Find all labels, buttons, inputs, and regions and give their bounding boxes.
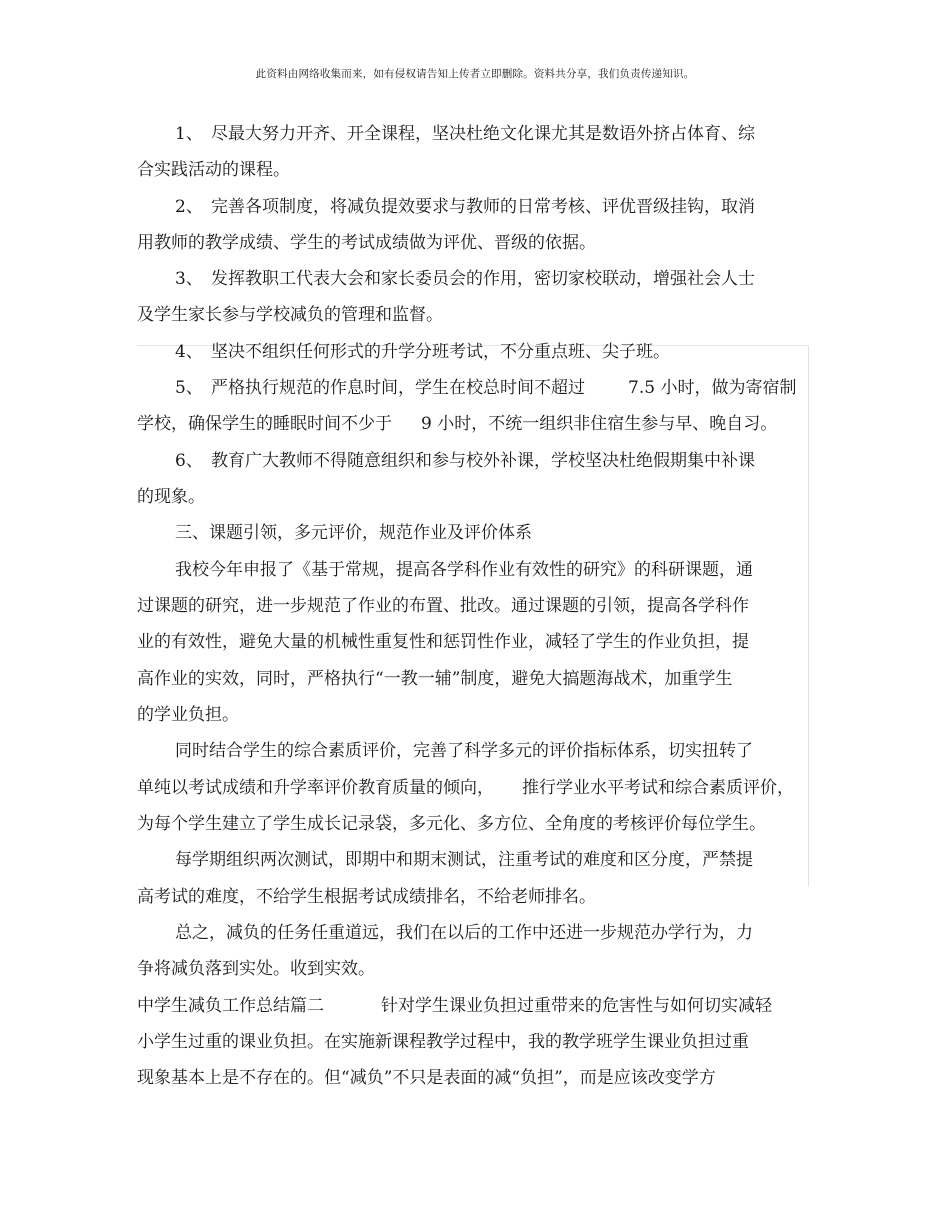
- item-2-number: 2、: [175, 197, 203, 217]
- scan-frame-edge: [808, 345, 809, 887]
- item-3-number: 3、: [175, 269, 203, 289]
- item-1-number: 1、: [175, 124, 203, 144]
- item-5-line-2a: 学校，确保学生的睡眠时间不少于: [137, 414, 392, 434]
- section-3-heading: 三、课题引领，多元评价，规范作业及评价体系: [175, 523, 532, 543]
- para-1-line-4: 高作业的实效，同时，严格执行“一教一辅”制度，避免大搞题海战术，加重学生: [137, 669, 733, 689]
- para-4-line-2: 争将减负落到实处。收到实效。: [137, 959, 375, 979]
- item-4-line-1: 坚决不组织任何形式的升学分班考试，不分重点班、尖子班。: [211, 342, 670, 362]
- item-3-line-1: 发挥教职工代表大会和家长委员会的作用，密切家校联动，增强社会人士: [211, 269, 755, 289]
- part-2-line-2: 小学生过重的课业负担。在实施新课程教学过程中，我的教学班学生课业负担过重: [137, 1032, 749, 1052]
- para-4-line-1: 总之，减负的任务任重道远，我们在以后的工作中还进一步规范办学行为，力: [175, 923, 753, 943]
- para-1-line-2: 过课题的研究，进一步规范了作业的布置、批改。通过课题的引领，提高各学科作: [137, 596, 749, 616]
- para-2-line-2b: 推行学业水平考试和综合素质评价，: [522, 778, 794, 798]
- item-5-line-1a: 严格执行规范的作息时间，学生在校总时间不超过: [211, 378, 585, 398]
- item-2-line-1: 完善各项制度，将减负提效要求与教师的日常考核、评优晋级挂钩，取消: [211, 197, 755, 217]
- item-6-number: 6、: [175, 451, 203, 471]
- para-2-line-3: 为每个学生建立了学生成长记录袋，多元化、多方位、全角度的考核评价每位学生。: [137, 814, 766, 834]
- item-5-line-2b: 9 小时，不统一组织非住宿生参与早、晚自习。: [421, 414, 778, 434]
- part-2-line-1: 针对学生课业负担过重带来的危害性与如何切实减轻: [381, 996, 772, 1016]
- part-2-line-3: 现象基本上是不存在的。但“减负”不只是表面的减“负担”，而是应该改变学方: [137, 1068, 716, 1088]
- item-6-line-1: 教育广大教师不得随意组织和参与校外补课，学校坚决杜绝假期集中补课: [211, 451, 755, 471]
- item-1-line-1: 尽最大努力开齐、开全课程，坚决杜绝文化课尤其是数语外挤占体育、综: [211, 124, 755, 144]
- item-1-line-2: 合实践活动的课程。: [137, 160, 290, 180]
- para-3-line-1: 每学期组织两次测试，即期中和期末测试，注重考试的难度和区分度，严禁提: [175, 850, 753, 870]
- item-3-line-2: 及学生家长参与学校减负的管理和监督。: [137, 305, 443, 325]
- item-5-number: 5、: [175, 378, 203, 398]
- para-1-line-5: 的学业负担。: [137, 705, 239, 725]
- header-disclaimer: 此资料由网络收集而来，如有侵权请告知上传者立即删除。资料共分享，我们负责传递知识。: [255, 68, 695, 80]
- para-3-line-2: 高考试的难度，不给学生根据考试成绩排名，不给老师排名。: [137, 887, 596, 907]
- item-2-line-2: 用教师的教学成绩、学生的考试成绩做为评优、晋级的依据。: [137, 233, 596, 253]
- para-2-line-2a: 单纯以考试成绩和升学率评价教育质量的倾向，: [137, 778, 494, 798]
- part-2-title: 中学生减负工作总结篇二: [137, 996, 324, 1016]
- item-4-number: 4、: [175, 342, 203, 362]
- para-1-line-3: 业的有效性，避免大量的机械性重复性和惩罚性作业，减轻了学生的作业负担，提: [137, 632, 749, 652]
- item-6-line-2: 的现象。: [137, 487, 205, 507]
- para-2-line-1: 同时结合学生的综合素质评价，完善了科学多元的评价指标体系，切实扭转了: [175, 741, 753, 761]
- para-1-line-1: 我校今年申报了《基于常规，提高各学科作业有效性的研究》的科研课题，通: [175, 560, 753, 580]
- item-5-line-1b: 7.5 小时，做为寄宿制: [628, 378, 797, 398]
